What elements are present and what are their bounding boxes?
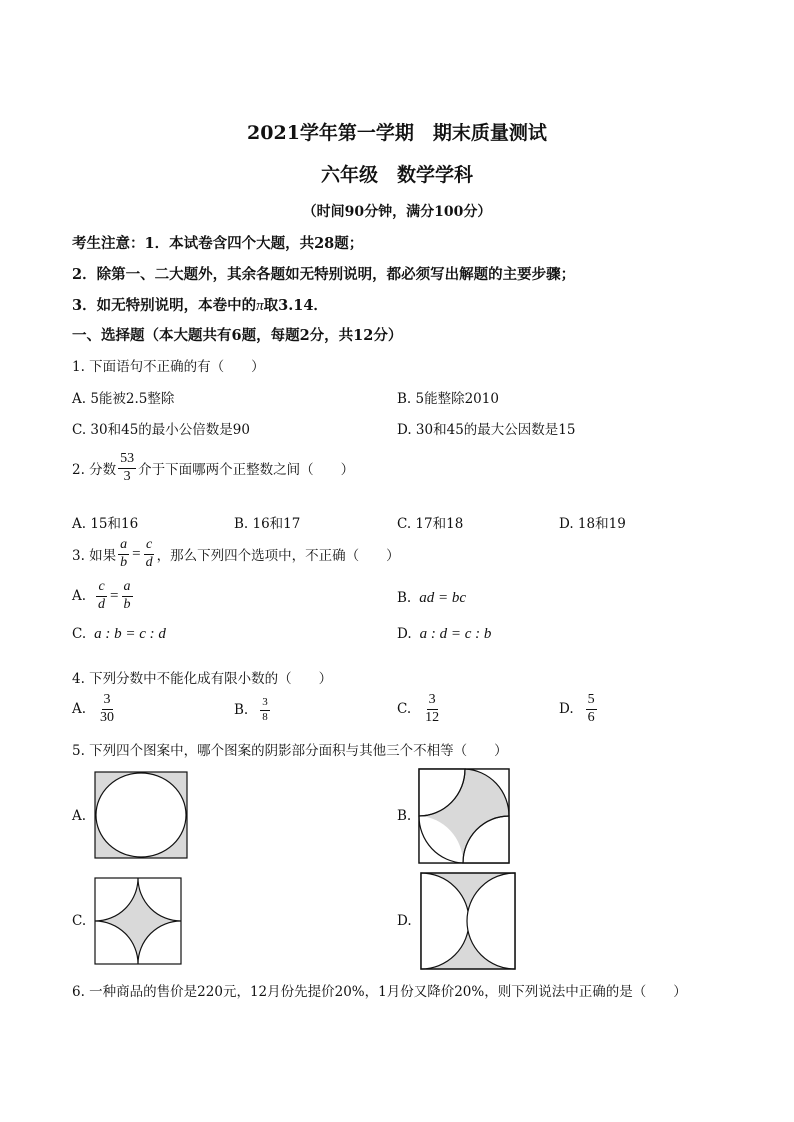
q2-frac-den: 3 bbox=[123, 468, 131, 484]
q4-option-a-label: A. bbox=[72, 701, 87, 718]
q2-option-a: A. 15和16 bbox=[72, 516, 139, 532]
q3-cond-right bbox=[144, 538, 155, 570]
q4-option-d-label: D. bbox=[559, 701, 574, 718]
q3-option-d-expr: a : d = c : b bbox=[419, 626, 492, 642]
q5-figure-c bbox=[94, 877, 182, 965]
q4-frac-b bbox=[260, 697, 270, 723]
q3-optA-n2: a bbox=[122, 580, 133, 597]
section-heading: 一、选择题（本大题共有6题，每题2分，共12分） bbox=[72, 327, 403, 344]
q5-figure-d bbox=[420, 872, 516, 970]
q3-optA-eq: = bbox=[110, 587, 119, 604]
q5-option-a-label: A. bbox=[72, 808, 87, 824]
q4-option-c bbox=[397, 693, 443, 725]
q2-stem-post: 介于下面哪两个正整数之间（ ） bbox=[138, 462, 355, 479]
q5-figure-b bbox=[418, 768, 510, 864]
q1-option-d: D. 30和45的最大公因数是15 bbox=[397, 422, 576, 438]
q4-frac-b-den: 8 bbox=[262, 710, 268, 723]
q1-stem: 1. 下面语句不正确的有（ ） bbox=[72, 359, 265, 375]
q2-option-d: D. 18和19 bbox=[559, 516, 626, 532]
q3-option-c bbox=[72, 626, 166, 643]
q4-option-a bbox=[72, 693, 118, 725]
q3-option-c-label: C. bbox=[72, 626, 87, 642]
q4-frac-d bbox=[586, 693, 597, 725]
q3-stem-post: ，那么下列四个选项中，不正确（ ） bbox=[156, 548, 400, 565]
q5-stem: 5. 下列四个图案中，哪个图案的阴影部分面积与其他三个不相等（ ） bbox=[72, 743, 508, 759]
q4-option-b bbox=[234, 697, 272, 723]
q3-option-c-expr: a : b = c : d bbox=[94, 626, 166, 642]
q3-cond-d: d bbox=[145, 554, 153, 570]
pi-symbol: π bbox=[256, 298, 264, 314]
q3-stem bbox=[72, 538, 400, 570]
q2-option-b: B. 16和17 bbox=[234, 516, 301, 532]
q3-option-d bbox=[397, 626, 491, 643]
q4-stem: 4. 下列分数中不能化成有限小数的（ ） bbox=[72, 671, 333, 687]
note-2: 2．除第一、二大题外，其余各题如无特别说明，都必须写出解题的主要步骤； bbox=[72, 266, 576, 283]
q3-optA-d2: b bbox=[123, 596, 131, 612]
q3-option-b-label: B. bbox=[397, 590, 412, 606]
q4-option-c-label: C. bbox=[397, 701, 412, 718]
note-3-pre: 3．如无特别说明，本卷中的 bbox=[72, 297, 257, 314]
q4-frac-a-den: 30 bbox=[100, 709, 115, 725]
q3-optA-n1: c bbox=[96, 580, 106, 597]
time-note: （时间90分钟，满分100分） bbox=[302, 204, 492, 220]
q4-option-b-label: B. bbox=[234, 702, 249, 719]
exam-title: 2021学年第一学期 期末质量测试 bbox=[247, 122, 547, 144]
q3-optA-d1: d bbox=[98, 596, 106, 612]
q3-option-a bbox=[72, 580, 135, 612]
note-3-post: 取3.14． bbox=[263, 297, 328, 314]
q2-stem bbox=[72, 452, 354, 484]
q5-option-b-label: B. bbox=[397, 808, 412, 824]
q4-frac-a-num: 3 bbox=[102, 693, 113, 710]
q1-option-c: C. 30和45的最小公倍数是90 bbox=[72, 422, 250, 438]
q3-cond-eq: = bbox=[132, 545, 141, 562]
exam-subtitle: 六年级 数学学科 bbox=[320, 164, 473, 186]
q4-frac-c-den: 12 bbox=[425, 709, 440, 725]
q3-stem-pre: 3. 如果 bbox=[72, 548, 117, 565]
q3-cond-left bbox=[118, 538, 129, 570]
q2-stem-pre: 2. 分数 bbox=[72, 462, 117, 479]
q3-option-b-expr: ad = bc bbox=[419, 590, 466, 606]
q4-frac-c bbox=[423, 693, 441, 725]
q2-frac-num: 53 bbox=[118, 452, 136, 469]
note-3 bbox=[72, 294, 328, 315]
q5-option-d-label: D. bbox=[397, 913, 412, 929]
q4-frac-b-num: 3 bbox=[260, 697, 270, 711]
q1-option-a: A. 5能被2.5整除 bbox=[72, 391, 175, 407]
q3-optA-left bbox=[96, 580, 107, 612]
q3-cond-b: b bbox=[120, 554, 128, 570]
q3-option-a-label: A. bbox=[72, 588, 87, 605]
q2-option-c: C. 17和18 bbox=[397, 516, 464, 532]
q3-cond-c: c bbox=[144, 538, 154, 555]
figure-a-circle bbox=[96, 773, 186, 857]
q1-option-b: B. 5能整除2010 bbox=[397, 391, 499, 407]
note-1: 考生注意：1．本试卷含四个大题，共28题； bbox=[72, 235, 364, 252]
q5-figure-a bbox=[94, 771, 188, 859]
q4-option-d bbox=[559, 693, 599, 725]
q5-option-c-label: C. bbox=[72, 913, 87, 929]
q4-frac-a bbox=[98, 693, 116, 725]
q3-option-b bbox=[397, 590, 466, 607]
q2-fraction bbox=[118, 452, 136, 484]
q4-frac-d-num: 5 bbox=[586, 693, 597, 710]
q3-option-d-label: D. bbox=[397, 626, 412, 642]
q6-stem: 6. 一种商品的售价是220元，12月份先提价20%，1月份又降价20%，则下列说法中正确的是（ ） bbox=[72, 984, 687, 1000]
q3-optA-right bbox=[122, 580, 133, 612]
q3-cond-a: a bbox=[118, 538, 129, 555]
q4-frac-d-den: 6 bbox=[587, 709, 595, 725]
q4-frac-c-num: 3 bbox=[427, 693, 438, 710]
